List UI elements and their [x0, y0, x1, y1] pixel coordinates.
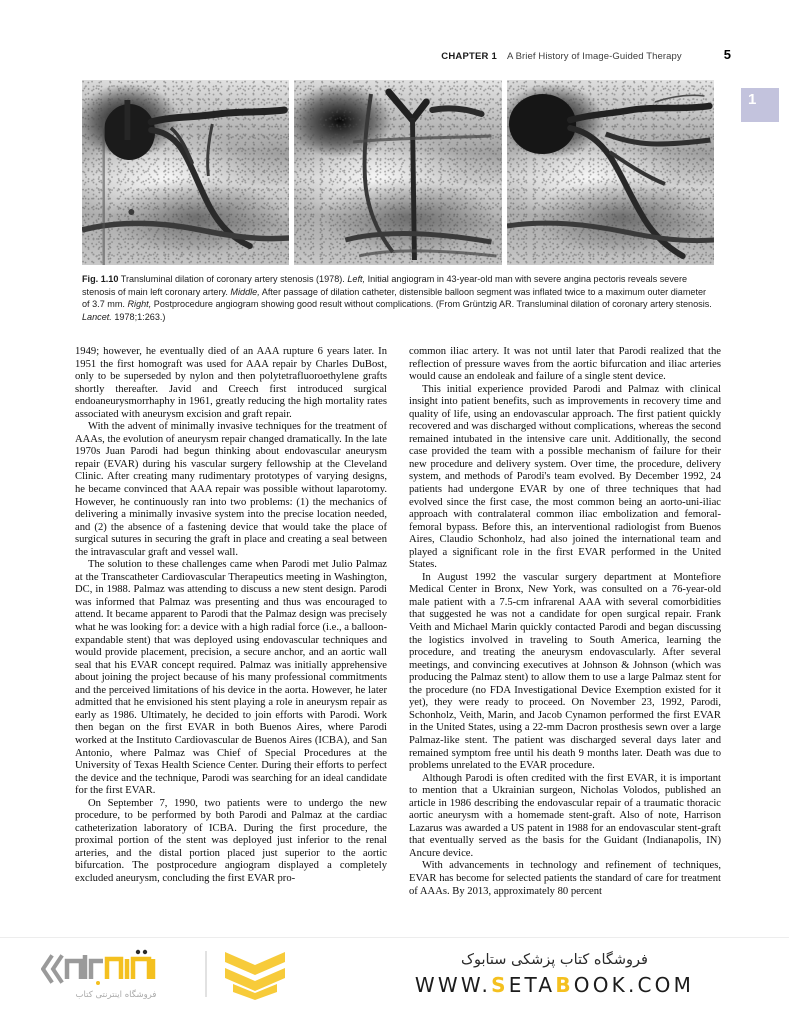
figure-caption-part-1: Transluminal dilation of coronary artery stenosis (1978).: [118, 274, 348, 284]
figure-caption-part-5: 1978;1:263.): [111, 311, 166, 322]
angiogram-left-image: [82, 80, 289, 265]
watermark-url: [415, 973, 694, 997]
figure-caption-em-middle: Middle,: [230, 286, 260, 297]
setabook-logo-subtitle: فروشگاه اینترنتی کتاب: [75, 989, 157, 1000]
body-paragraph: The solution to these challenges came when Parodi met Julio Palmaz at the Transcatheter Cardiovascular Therapeutics meeting in Washington, DC, in 1988. Palmaz was attending to discuss a new stent design. Parodi was informed that Palmaz was presenting and thus was encouraged to attend. It became apparent to Parodi that the Palmaz design was precisely what he was looking for: a device with a high radial force (i.e., a balloon-expandable stent) that was deployed using endovascular techniques and would provide placement, precision, a secure anchor, and an aortic wall seal that his EVAR concept required. Palmaz was initially apprehensive about joining the project because of his many professional commitments and the perceived limitations of his device in the aorta. However, he later admitted that he envisioned his stent playing a role in aneurysm repair as early as 1986. Ultimately, he decided to join efforts with Parodi. Work then began on the first EVAR in both Buenos Aires, where Parodi worked at the Instituto Cardiovascular de Buenos Aires (ICBA), and San Antonio, where Palmaz was Chief of Special Procedures at the University of Texas Health Science Center. During their efforts to perfect the device and the technique, Parodi was searching for an ideal candidate for the first EVAR.: [75, 559, 387, 797]
figure-caption-em-source: Lancet.: [82, 311, 112, 322]
watermark-text-group: [320, 952, 789, 997]
body-paragraph: With advancements in technology and refinement of techniques, EVAR has become for selected patients the standard of care for treatment of AAAs. By 2013, approximately 80 percent: [409, 860, 721, 897]
logo-divider: [205, 951, 207, 997]
angiogram-middle-vessels: [294, 80, 501, 265]
body-column-left: [75, 346, 387, 936]
setabook-logo: [41, 949, 191, 1000]
body-paragraph: On September 7, 1990, two patients were to undergo the new procedure, to be performed by both Parodi and Palmaz at the cardiac catheterization laboratory of ICBA. During the first procedure, the proximal portion of the stent was deployed just inferior to the renal arteries, and the distal portion placed just superior to the aortic bifurcation. The postprocedure angiogram displayed a completely excluded aneurysm, concluding the first EVAR pro-: [75, 797, 387, 884]
angiogram-right-vessels: [507, 80, 714, 265]
figure-caption-em-right: Right,: [127, 299, 152, 310]
figure-caption-em-left: Left,: [347, 274, 366, 284]
body-column-right: [409, 346, 721, 936]
url-prefix: WWW.: [414, 972, 492, 997]
body-paragraph: This initial experience provided Parodi and Palmaz with clinical insight into patient benefits, such as improvements in recovery time and quality of life, using an endovascular approach. The first patient quickly recovered and was discharged without complications, whereas the second remained intubated in the intensive care unit. Additionally, the second case provided the team with a possible mechanism of failure for their new procedure and delivery system. Over time, the procedure, delivery system, and methods of Parodi's team evolved. By December 1992, 24 patients had undergone EVAR by one of three techniques that had evolved since the first case, the most common being an aorto-uni-iliac approach with contralateral common iliac embolization and femoral-femoral bypass. Before this, an interventional radiologist from Buenos Aires, Claudio Schonholz, had also joined the international team and played a significant role in the first EVAR performed in the United States.: [409, 383, 721, 571]
url-letter-b: B: [555, 972, 574, 997]
figure-caption: [82, 273, 714, 323]
figure-caption-part-2: Initial angiogram in 43-year-old man with severe angina pectoris reveals severe stenosis of main left coronary artery.: [82, 274, 688, 297]
url-letters-eta: ETA: [508, 972, 556, 997]
running-head-chapter-label: CHAPTER 1: [441, 51, 497, 62]
chevron-stack-icon: [221, 948, 289, 1000]
angiogram-right-image: [507, 80, 714, 265]
watermark-banner: [0, 937, 789, 1010]
body-paragraph: common iliac artery. It was not until later that Parodi realized that the reflection of pressure waves from the aortic bifurcation and iliac arteries would cause an endoleak and failure of a single stent device.: [409, 346, 721, 383]
watermark-tagline: فروشگاه کتاب پزشکی ستابوک: [460, 951, 648, 968]
setabook-wordmark-icon: [41, 949, 191, 989]
page-number: 5: [723, 47, 731, 62]
figure-caption-part-4: Postprocedure angiogram showing good result without complications. (From Grüntzig AR. Transluminal dilation of coronary artery stenosis.: [151, 299, 712, 310]
body-paragraph: With the advent of minimally invasive techniques for the treatment of AAAs, the evolution of aneurysm repair changed dramatically. In the late 1970s Juan Parodi had begun thinking about endovascular aneurysm repair (EVAR) during his vascular surgery fellowship at the Cleveland Clinic. After creating many rudimentary prototypes of varying designs, he became convinced that AAA repair was possible without laparotomy. However, he continuously ran into two problems: (1) the mechanics of delivering a minimally invasive system into the precise location needed, and (2) the absence of a fastening device that would take the place of surgical sutures in securing the graft in place and creating a seal between the intravascular graft and vessel wall.: [75, 421, 387, 558]
body-columns: [75, 346, 721, 936]
angiogram-left-vessels: [82, 80, 289, 265]
watermark-logo-group: [0, 948, 330, 1000]
running-head: [75, 47, 731, 65]
running-head-chapter-title: A Brief History of Image-Guided Therapy: [506, 51, 682, 62]
chapter-thumb-tab: 1: [741, 88, 779, 122]
angiogram-middle-image: [294, 80, 501, 265]
body-paragraph: In August 1992 the vascular surgery department at Montefiore Medical Center in Bronx, New York, was consulted on a 76-year-old male patient with a 7.5-cm infrarenal AAA with several comorbidities that suggested he was not a candidate for open surgical repair. Frank Veith and Michael Marin quickly contacted Parodi and began discussing the logistics involved in traveling to South America, learning the procedure, and treating the aneurysm endovascularly. After several meetings, and convincing executives at Johnson & Johnson (which was producing the Palmaz stent) to allow them to use a large Palmaz stent for the procedure (no FDA Investigational Device Exemption existed for it yet), they were ready to proceed. On November 23, 1992, Parodi, Schonholz, Veith, Marin, and Jacob Cynamon performed the first EVAR in the United States, using a 22-mm Dacron prosthesis sewn over a large Palmaz-like stent. The patient was discharged several days later and remained symptom free until his death 9 months later. Death was due to problems unrelated to the EVAR procedure.: [409, 571, 721, 772]
body-paragraph: Although Parodi is often credited with the first EVAR, it is important to mention that a Ukrainian surgeon, Nicholas Volodos, published an article in 1986 describing the endovascular repair of a traumatic thoracic aortic aneurysm with a homemade stent-graft. Also of note, Harrison Lazarus was awarded a US patent in 1988 for an endovascular stent-graft that eventually served as the basis for the Guidant (Indianapolis, IN) Ancure device.: [409, 772, 721, 859]
body-paragraph: 1949; however, he eventually died of an AAA rupture 6 years later. In 1951 the first homograft was used for AAA repair by Charles DuBost, only to be superseded by nylon and then polytetrafluoroethylene grafts shortly thereafter. Javid and Creech first introduced surgical endoaneurysmorrhaphy in 1961, greatly reducing the high mortality rates associated with aneurysm excision and graft repair.: [75, 346, 387, 420]
figure-label: Fig. 1.10: [82, 274, 119, 284]
url-suffix: OOK.COM: [573, 972, 695, 997]
figure-image-row: [82, 80, 714, 265]
figure-caption-part-3: After passage of dilation catheter, distensible balloon segment was inflated twice to a maximum outer diameter of 3.7 mm.: [82, 286, 707, 310]
url-letter-s: S: [491, 972, 509, 997]
figure-1-10: [82, 80, 714, 323]
